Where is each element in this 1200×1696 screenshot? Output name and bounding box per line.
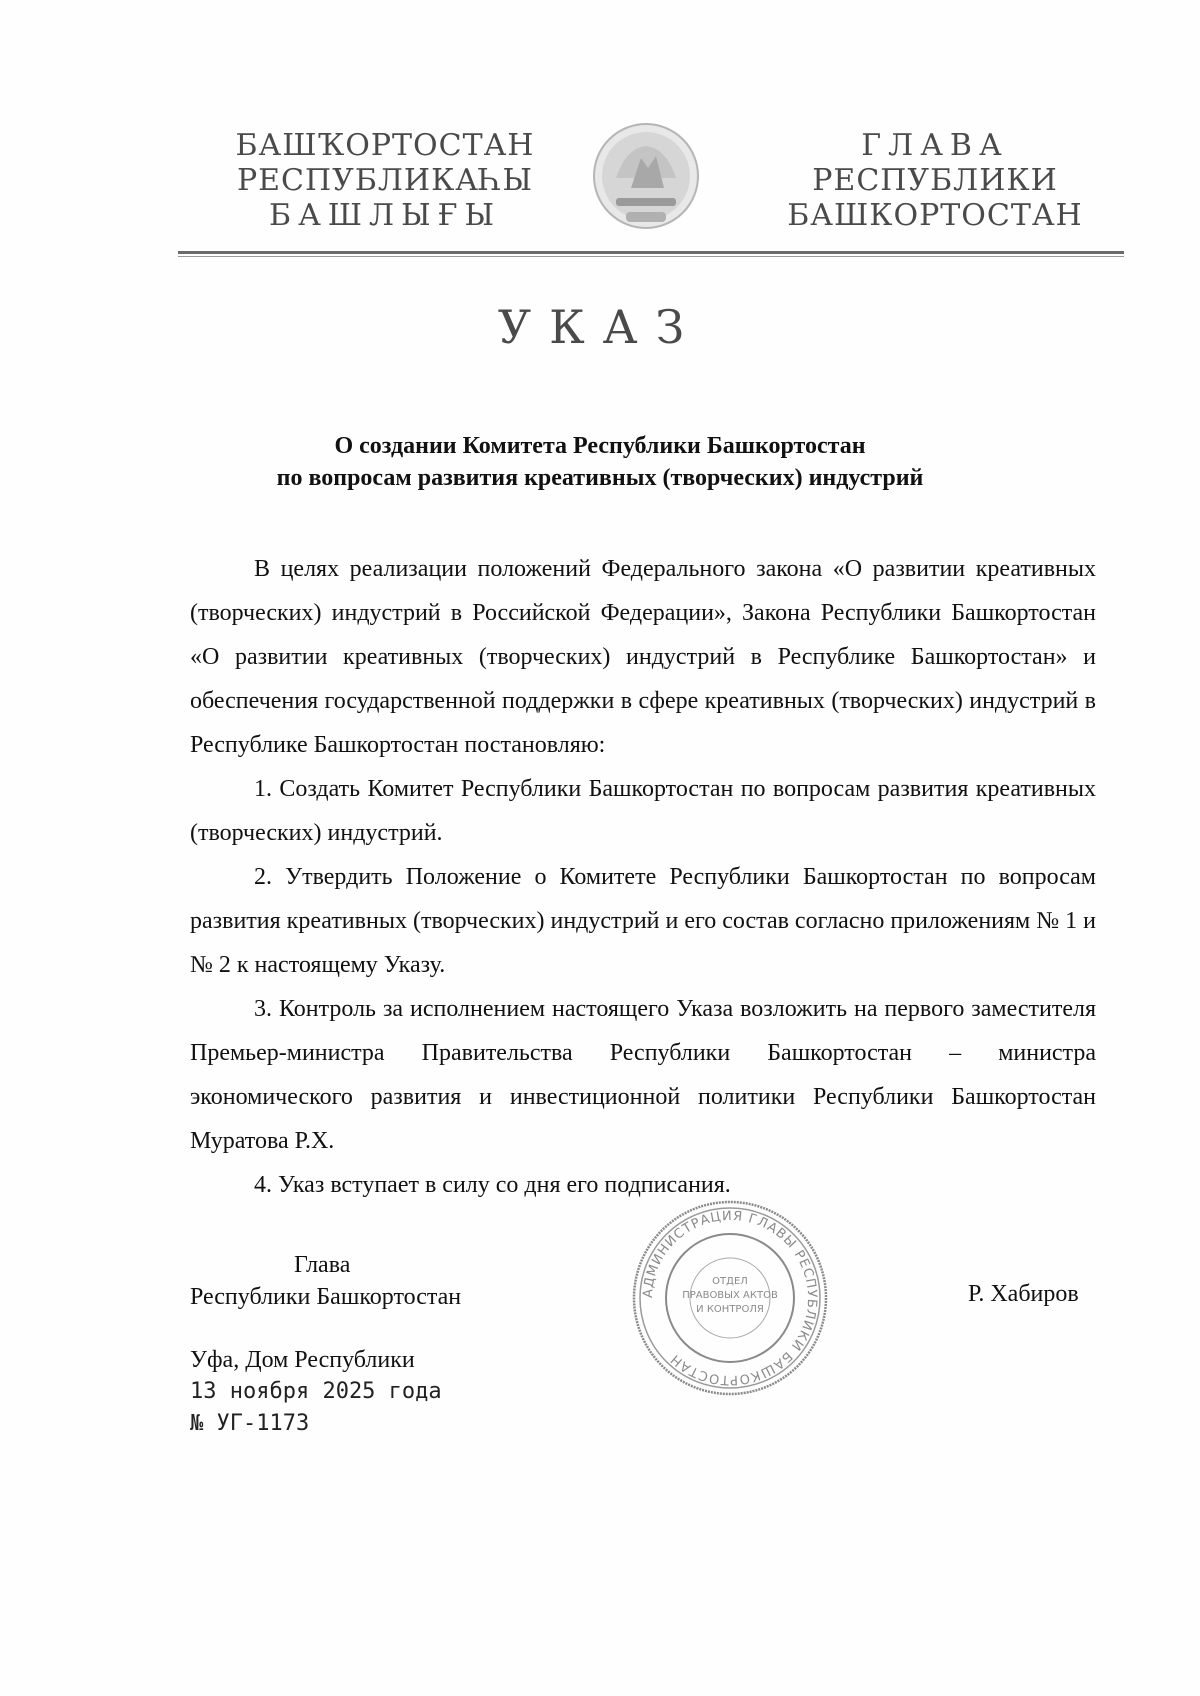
place-location: Уфа, Дом Республики (190, 1347, 415, 1373)
title-line-1: О создании Комитета Республики Башкортостан (334, 433, 866, 459)
decree-item-4: 4. Указ вступает в силу со дня его подписания. (254, 1172, 731, 1198)
place-and-date (190, 1344, 442, 1440)
document-date: 13 ноября 2025 года (190, 1379, 442, 1404)
document-number: № УГ-1173 (190, 1411, 310, 1436)
position-line-1: Глава (294, 1252, 351, 1278)
stamp-center-line-3: И КОНТРОЛЯ (696, 1304, 764, 1315)
header-divider (178, 251, 1124, 254)
decree-item-2: 2. Утвердить Положение о Комитете Республики Башкортостан по вопросам развития креативных (творческих) индустрий и его состав согласно приложениям № 1 и № 2 к настоящему Указу. (190, 864, 1096, 978)
position-line-2: Республики Башкортостан (190, 1284, 462, 1310)
header-divider-thin (178, 256, 1124, 257)
title-line-2: по вопросам развития креативных (творческих) индустрий (276, 465, 924, 491)
header-right-line-3: БАШКОРТОСТАН (787, 198, 1083, 233)
stamp-ring-text: АДМИНИСТРАЦИЯ ГЛАВЫ РЕСПУБЛИКИ БАШКОРТОСТАН (640, 1208, 820, 1388)
header-right-line-2: РЕСПУБЛИКИ (812, 163, 1058, 198)
signatory-name: Р. Хабиров (968, 1281, 1079, 1307)
header-left-line-2: РЕСПУБЛИКАҺЫ (236, 163, 534, 198)
header-bashkir (220, 128, 550, 233)
coat-of-arms-emblem (586, 118, 706, 238)
header-left-line-3: БАШЛЫҒЫ (269, 198, 501, 233)
stamp-center-line-2: ПРАВОВЫХ АКТОВ (682, 1290, 778, 1301)
official-stamp (630, 1198, 830, 1398)
preamble-paragraph: В целях реализации положений Федерального закона «О развитии креативных (творческих) индустрий в Российской Федерации», Закона Республики Башкортостан «О развитии креативных (творческих) индустрий в Республике Башкортостан» и обеспечения государственной поддержки в сфере креативных (творческих) индустрий в Республике Башкортостан постановляю: (190, 556, 1096, 758)
header-russian (770, 128, 1100, 233)
signatory-position (190, 1249, 461, 1313)
stamp-center-line-1: ОТДЕЛ (712, 1276, 748, 1287)
document-type: УКАЗ (497, 300, 703, 354)
document-title (0, 430, 1200, 494)
decree-item-1: 1. Создать Комитет Республики Башкортостан по вопросам развития креативных (творческих) индустрий. (190, 776, 1096, 846)
header-right-line-1: ГЛАВА (861, 128, 1009, 163)
document-body (190, 547, 1096, 1207)
header-left-line-1: БАШҠОРТОСТАН (235, 128, 535, 163)
decree-item-3: 3. Контроль за исполнением настоящего Указа возложить на первого заместителя Премьер-министра Правительства Республики Башкортостан – министра экономического развития и инвестиционной политики Республики Башкортостан Муратова Р.Х. (190, 996, 1096, 1154)
